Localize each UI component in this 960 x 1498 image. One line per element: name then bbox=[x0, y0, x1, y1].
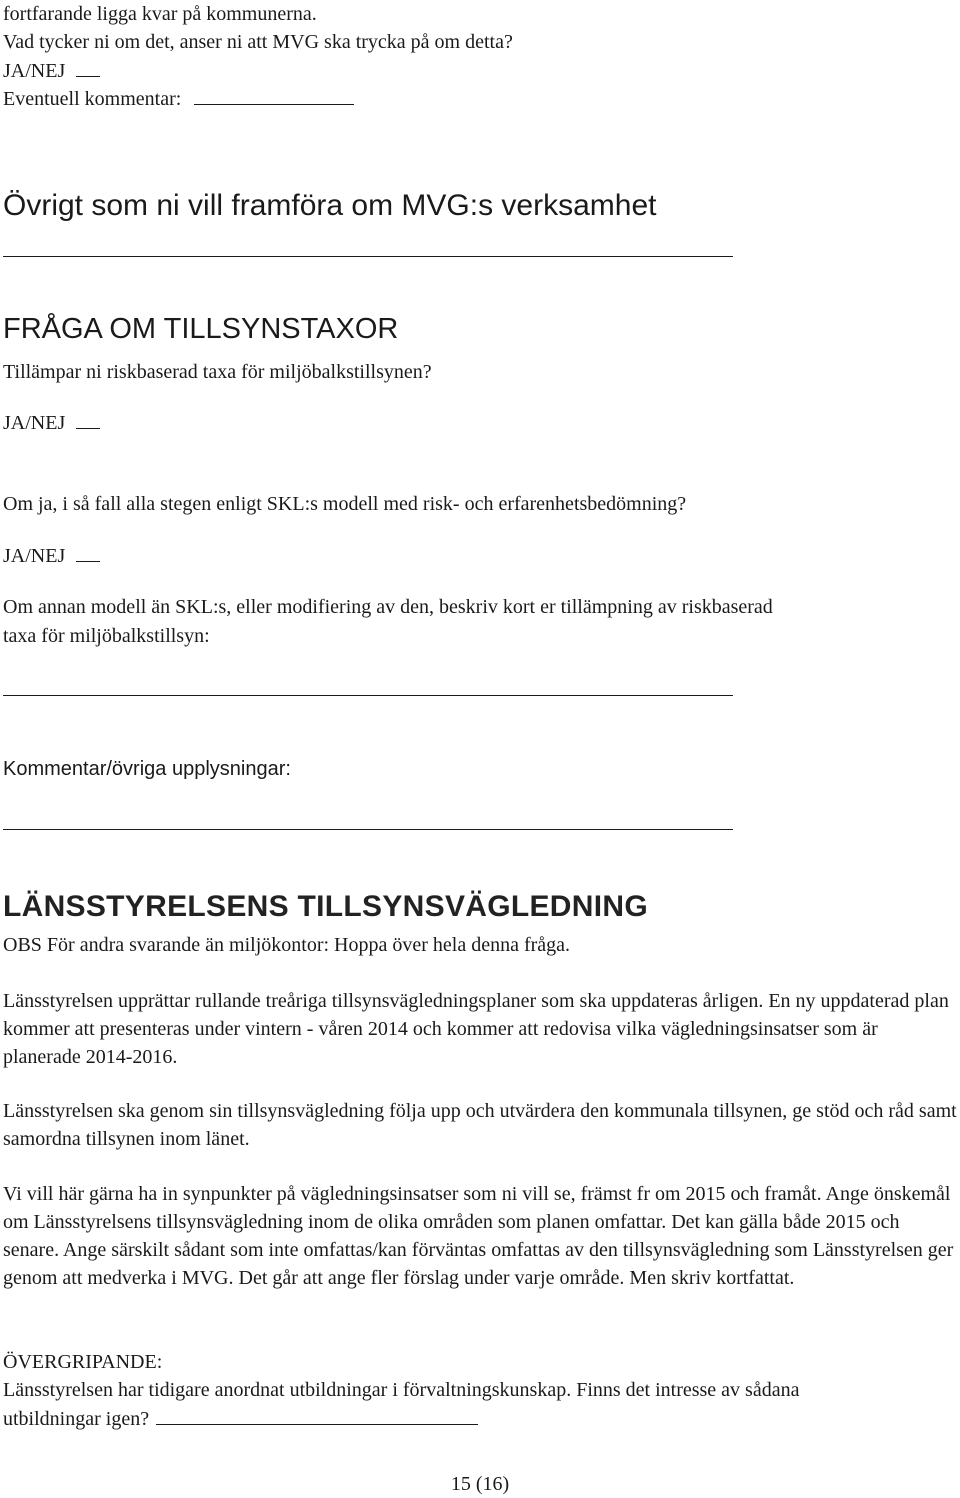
comment-blank[interactable] bbox=[194, 84, 354, 105]
paragraph: Länsstyrelsen upprättar rullande treåriga tillsynsvägledningsplaner som ska uppdateras årligen. En ny uppdaterad plan kommer att presenteras under vintern - våren 2014 och kommer att redovisa vilka vägledningsinsatser som är planerade 2014-2016. bbox=[3, 990, 949, 1068]
question-text: Vad tycker ni om det, anser ni att MVG ska trycka på om detta? bbox=[3, 31, 513, 53]
answer-blank[interactable] bbox=[156, 1404, 478, 1425]
paragraph: Länsstyrelsen ska genom sin tillsynsvägledning följa upp och utvärdera den kommunala tillsynen, ge stöd och råd samt samordna tillsynen inom länet. bbox=[3, 1100, 957, 1150]
answer-blank[interactable] bbox=[76, 408, 100, 429]
answer-line[interactable] bbox=[3, 256, 733, 257]
answer-row bbox=[3, 541, 100, 570]
question-text: Tillämpar ni riskbaserad taxa för miljöbalkstillsynen? bbox=[3, 361, 432, 383]
janej-label: JA/NEJ bbox=[3, 545, 66, 567]
page-number: 15 (16) bbox=[450, 1473, 510, 1495]
answer-row bbox=[3, 408, 100, 437]
subheading: ÖVERGRIPANDE: bbox=[3, 1351, 163, 1373]
comment-label: Kommentar/övriga upplysningar: bbox=[3, 758, 291, 780]
section-heading: FRÅGA OM TILLSYNSTAXOR bbox=[3, 313, 399, 345]
answer-line[interactable] bbox=[3, 829, 733, 830]
question-text: Om ja, i så fall alla stegen enligt SKL:s modell med risk- och erfarenhetsbedömning? bbox=[3, 493, 687, 515]
janej-label: JA/NEJ bbox=[3, 60, 66, 82]
answer-blank[interactable] bbox=[76, 541, 100, 562]
paragraph: Vi vill här gärna ha in synpunkter på vägledningsinsatser som ni vill se, främst fr om 2015 och framåt. Ange önskemål om Länsstyrelsens tillsynsvägledning inom de olika områden som planen omfattar. Det kan gälla både 2015 och senare. Ange särskilt sådant som inte omfattas/kan förväntas omfattas av den tillsynsvägledning som Länsstyrelsen ger genom att medverka i MVG. Det går att ange fler förslag under varje område. Men skriv kortfattat. bbox=[3, 1183, 954, 1289]
section-heading: LÄNSSTYRELSENS TILLSYNSVÄGLEDNING bbox=[3, 890, 648, 923]
question-text: utbildningar igen? bbox=[3, 1408, 150, 1430]
comment-row bbox=[3, 84, 354, 113]
answer-blank[interactable] bbox=[76, 56, 100, 77]
answer-row bbox=[3, 56, 100, 85]
question-text: taxa för miljöbalkstillsyn: bbox=[3, 625, 210, 647]
question-text: Om annan modell än SKL:s, eller modifiering av den, beskriv kort er tillämpning av riskbaserad bbox=[3, 596, 773, 618]
janej-label: JA/NEJ bbox=[3, 412, 66, 434]
answer-line[interactable] bbox=[3, 695, 733, 696]
section-heading: Övrigt som ni vill framföra om MVG:s verksamhet bbox=[3, 189, 657, 222]
question-text: Länsstyrelsen har tidigare anordnat utbildningar i förvaltningskunskap. Finns det intresse av sådana bbox=[3, 1379, 800, 1401]
answer-row bbox=[3, 1404, 478, 1433]
note-text: OBS För andra svarande än miljökontor: Hoppa över hela denna fråga. bbox=[3, 934, 571, 956]
text-line: fortfarande ligga kvar på kommunerna. bbox=[3, 3, 317, 25]
comment-label: Eventuell kommentar: bbox=[3, 88, 182, 110]
